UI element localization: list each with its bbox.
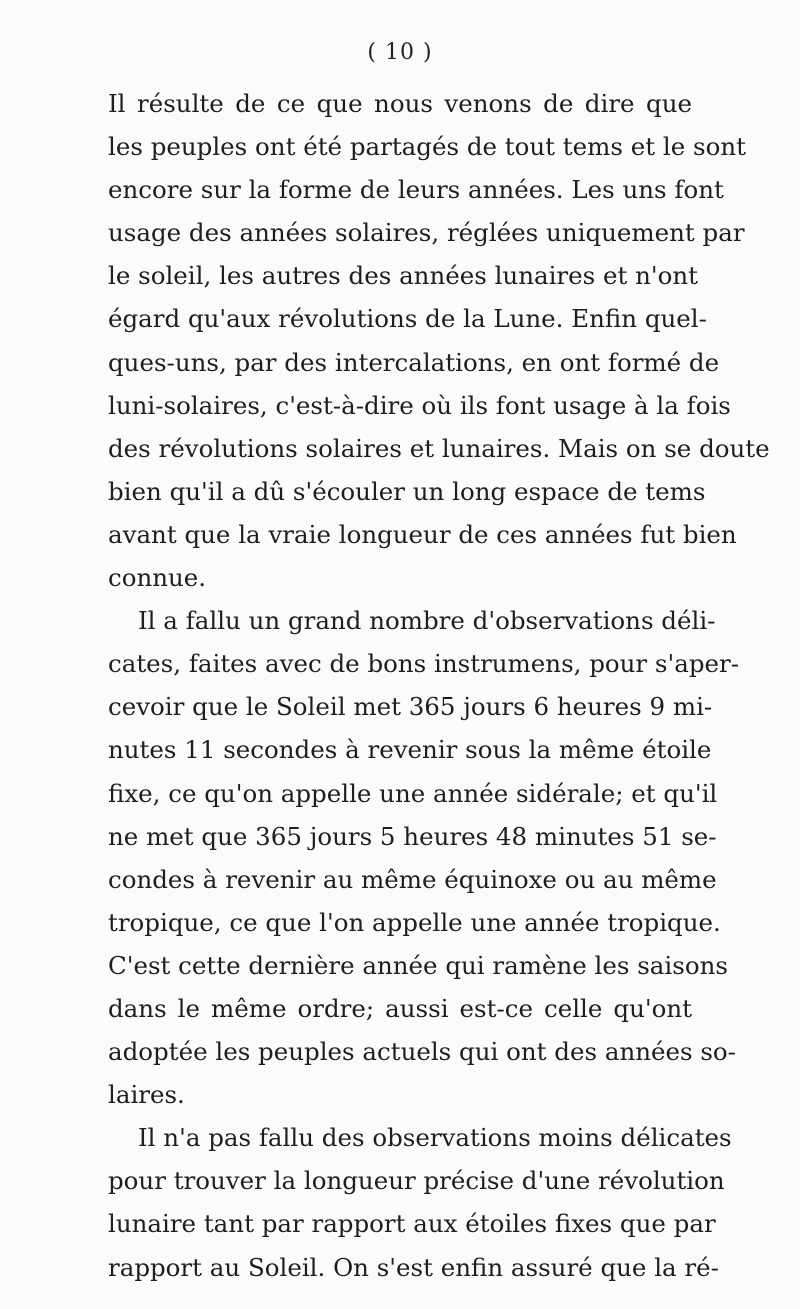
text-line: rapport au Soleil. On s'est enfin assuré que la ré- [108, 1252, 719, 1282]
text-line: les peuples ont été partagés de tout tems et le sont [108, 132, 746, 162]
text-line: lunaire tant par rapport aux étoiles fixes que par [108, 1209, 716, 1239]
text-line: Il résulte de ce que nous venons de dire que [108, 89, 692, 118]
text-line: dans le même ordre; aussi est-ce celle qu'ont [108, 993, 692, 1023]
text-line: ne met que 365 jours 5 heures 48 minutes 51 se- [108, 821, 717, 851]
text-line: Il n'a pas fallu des observations moins délicates [138, 1123, 732, 1153]
text-line: luni-solaires, c'est-à-dire où ils font usage à la fois [108, 390, 731, 420]
text-line: fixe, ce qu'on appelle une année sidérale; et qu'il [108, 778, 718, 808]
text-line: avant que la vraie longueur de ces années fut bien [108, 519, 737, 549]
text-line: connue. [108, 563, 207, 593]
text-line: bien qu'il a dû s'écouler un long espace de tems [108, 476, 706, 506]
text-line: égard qu'aux révolutions de la Lune. Enfin quel- [108, 304, 707, 334]
text-line: adoptée les peuples actuels qui ont des années so- [108, 1037, 736, 1067]
text-line: encore sur la forme de leurs années. Les uns font [108, 175, 724, 205]
text-line: usage des années solaires, réglées uniquement par [108, 218, 745, 248]
text-line: des révolutions solaires et lunaires. Mais on se doute [108, 433, 770, 463]
text-line: cevoir que le Soleil met 365 jours 6 heures 9 mi- [108, 692, 713, 722]
text-line: le soleil, les autres des années lunaires et n'ont [108, 261, 699, 291]
text-line: Il a fallu un grand nombre d'observations déli- [138, 606, 716, 636]
text-line: ques-uns, par des intercalations, en ont formé de [108, 347, 720, 377]
text-line: cates, faites avec de bons instrumens, pour s'aper- [108, 649, 740, 679]
text-line: pour trouver la longueur précise d'une révolution [108, 1166, 725, 1196]
text-line: C'est cette dernière année qui ramène les saisons [108, 950, 728, 980]
page-number: ( 10 ) [367, 40, 433, 65]
text-line: tropique, ce que l'on appelle une année tropique. [108, 907, 721, 937]
body-text [108, 82, 770, 1289]
text-line: condes à revenir au même équinoxe ou au même [108, 864, 717, 894]
text-line: laires. [108, 1080, 185, 1110]
text-line: nutes 11 secondes à revenir sous la même étoile [108, 735, 712, 765]
